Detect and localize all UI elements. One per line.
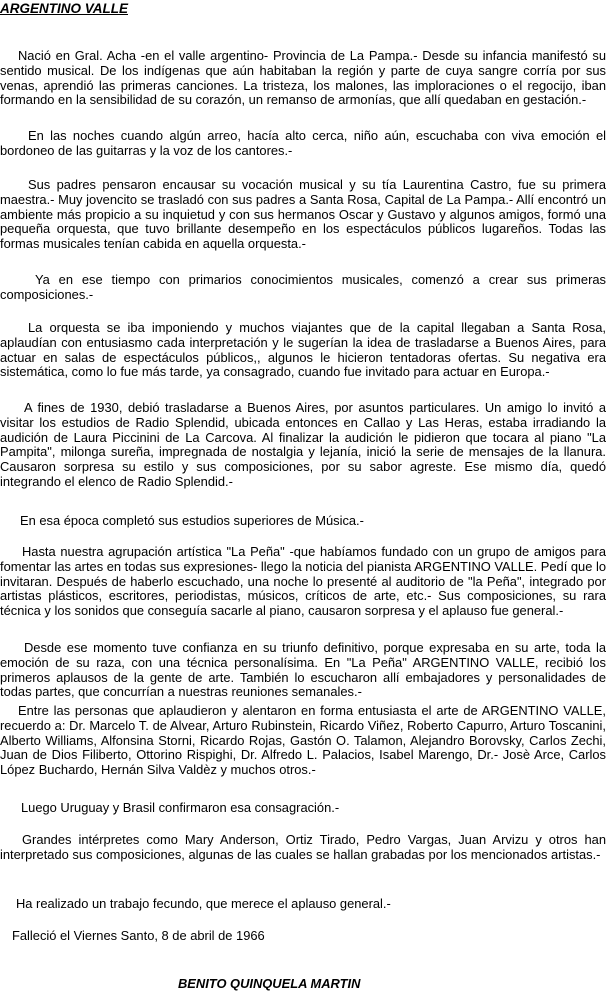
paragraph-death: Falleció el Viernes Santo, 8 de abril de 1966 <box>12 928 265 943</box>
paragraph-fruitful-work: Ha realizado un trabajo fecundo, que merece el aplauso general.- <box>16 896 391 911</box>
paragraph-confidence: Desde ese momento tuve confianza en su triunfo definitivo, porque expresaba en su arte, toda la emoción de su raza, con una técnica personalísima. En "La Peña" ARGENTINO VALLE, recibió los primeros aplausos de la gente de arte. También lo escucharon allí embajadores y personalidades de todas partes, que concurrían a nuestras reuniones semanales.- <box>0 640 606 700</box>
paragraph-music-studies: En esa época completó sus estudios superiores de Música.- <box>20 513 364 528</box>
paragraph-first-compositions: Ya en ese tiempo con primarios conocimientos musicales, comenzó a crear sus primeras composiciones.- <box>0 272 606 302</box>
paragraph-childhood-nights: En las noches cuando algún arreo, hacía alto cerca, niño aún, escuchaba con viva emoción el bordoneo de las guitarras y la voz de los cantores.- <box>0 128 606 158</box>
paragraph-radio-splendid: A fines de 1930, debió trasladarse a Buenos Aires, por asuntos particulares. Un amigo lo invitó a visitar los estudios de Radio Splendid, ubicada entonces en Callao y Las Heras, estaba irradiando la audición de Laura Piccinini de La Carcova. Al finalizar la audición le pidieron que tocara al piano "La Pampita", milonga sureña, impregnada de nostalgia y lejanía, inició la serie de mensajes de la llanura. Causaron sorpresa su estilo y sus composiciones, por su sabor agreste. Ese mismo día, quedó integrando el elenco de Radio Splendid.- <box>0 400 606 489</box>
paragraph-uruguay-brazil: Luego Uruguay y Brasil confirmaron esa consagración.- <box>21 800 340 815</box>
paragraph-orchestra-success: La orquesta se iba imponiendo y muchos viajantes que de la capital llegaban a Santa Rosa, aplaudían con entusiasmo cada interpretación y le sugerían la idea de trasladarse a Buenos Aires, para actuar en salas de espectáculos públicos,, algunos le hicieron tentadoras ofertas. Su negativa era sistemática, como lo fue más tarde, ya consagrado, cuando fue invitado para actuar en Europa.- <box>0 320 606 380</box>
paragraph-birth: Nació en Gral. Acha -en el valle argentino- Provincia de La Pampa.- Desde su infancia manifestó su sentido musical. De los indígenas que aún habitaban la región y parte de cuya sangre corría por sus venas, aprendió las primeras canciones. La tristeza, los malones, las imploraciones o el regocijo, iban formando en la sensibilidad de su corazón, un remanso de armonías, que allí quedaban en gestación.- <box>0 48 606 108</box>
paragraph-admirers: Entre las personas que aplaudieron y alentaron en forma entusiasta el arte de ARGENTINO VALLE, recuerdo a: Dr. Marcelo T. de Alvear, Arturo Rubinstein, Ricardo Viñez, Roberto Capurro, Arturo Toscanini, Alberto Williams, Alfonsina Storni, Ricardo Rojas, Gastón O. Talamon, Alejandro Borovsky, Carlos Zechi, Juan de Dios Filiberto, Ottorino Rispighi, Dr. Alfredo L. Palacios, Isabel Marengo, Dr.- Josè Arce, Carlos López Buchardo, Hernán Silva Valdèz y muchos otros.- <box>0 703 606 778</box>
paragraph-first-orchestra: Sus padres pensaron encausar su vocación musical y su tía Laurentina Castro, fue su primera maestra.- Muy jovencito se trasladó con sus padres a Santa Rosa, Capital de La Pampa.- Allí encontró un ambiente más propicio a su inquietud y con sus hermanos Oscar y Gustavo y algunos amigos, formó una pequeña orquesta, que tuvo brillante desempeño en los espectáculos públicos lugareños. Todas las formas musicales tenían cabida en aquella orquesta.- <box>0 177 606 252</box>
author-signature: BENITO QUINQUELA MARTIN <box>178 976 361 991</box>
paragraph-interpreters: Grandes intérpretes como Mary Anderson, Ortiz Tirado, Pedro Vargas, Juan Arvizu y otros han interpretado sus composiciones, algunas de las cuales se hallan grabadas por los mencionados artistas.- <box>0 832 606 862</box>
paragraph-la-pena: Hasta nuestra agrupación artística "La Peña" -que habíamos fundado con un grupo de amigos para fomentar las artes en todas sus expresiones- llego la noticia del pianista ARGENTINO VALLE. Pedí que lo invitaran. Después de haberlo escuchado, una noche lo presenté al auditorio de "la Peña", integrado por artistas plásticos, escritores, periodistas, músicos, críticos de arte, etc.- Sus composiciones, su rara técnica y los sonidos que conseguía sacarle al piano, causaron sorpresa y el aplauso fue general.- <box>0 544 606 619</box>
document-title: ARGENTINO VALLE <box>0 1 128 16</box>
